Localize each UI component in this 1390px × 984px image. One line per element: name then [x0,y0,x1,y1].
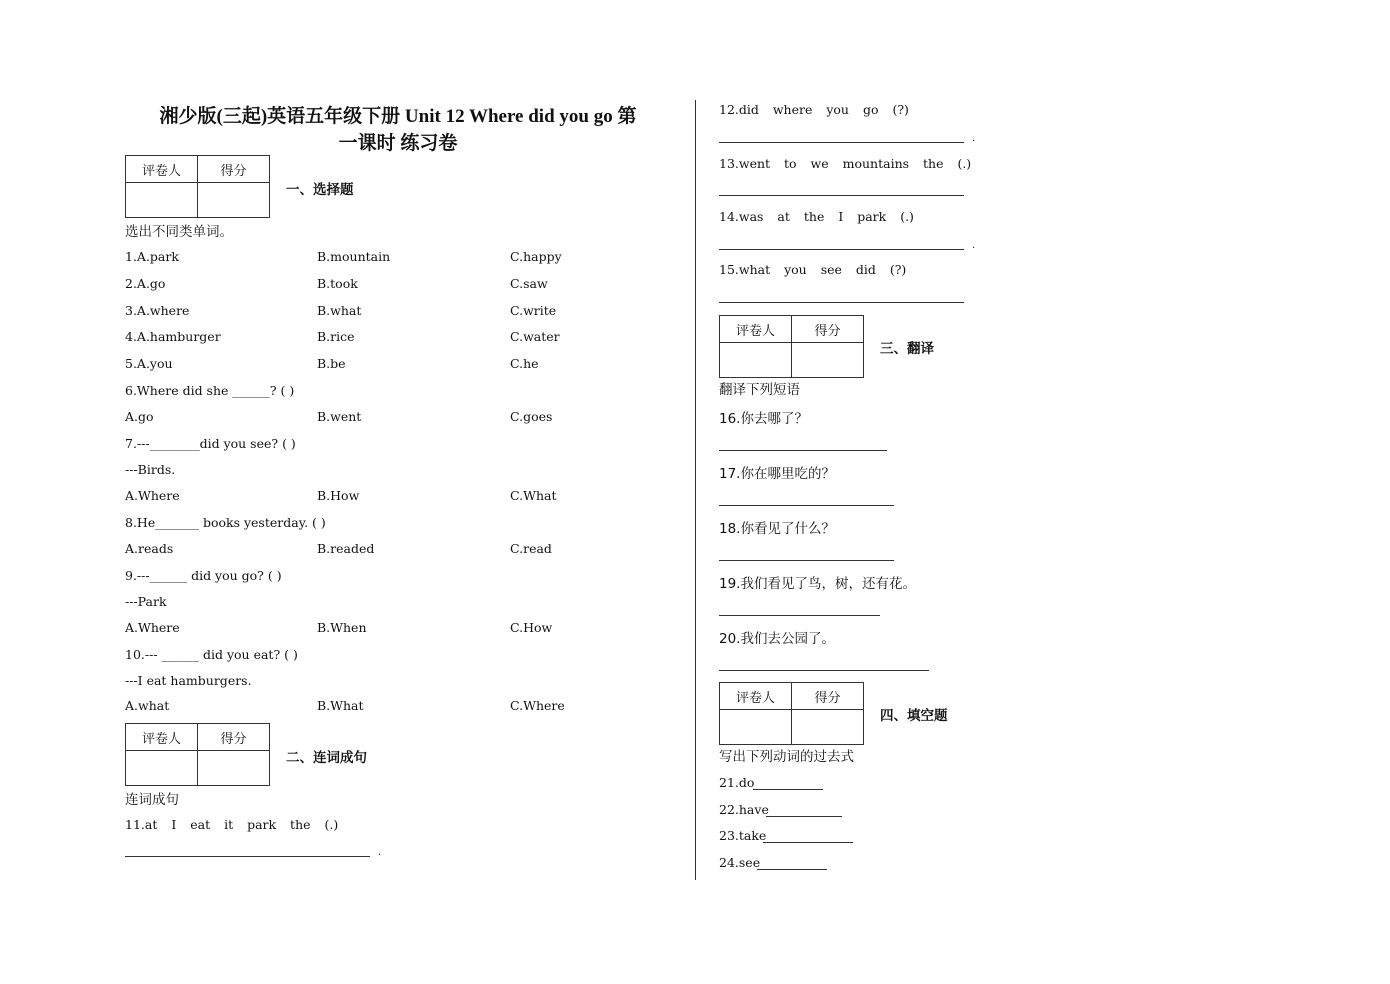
grader-cell[interactable] [720,343,792,378]
page-title-line2: 一课时 练习卷 [338,133,458,154]
grader-label: 评卷人 [720,316,792,343]
q20-text: 20.我们去公园了。 [719,631,835,647]
q7-b: B.How [317,488,360,503]
q14-answer-line[interactable] [719,249,964,250]
q11-answer-line[interactable] [125,856,370,857]
section-1-instruction: 选出不同类单词。 [125,224,233,240]
q23-answer-line[interactable] [763,842,853,843]
q19-answer-line[interactable] [719,615,880,616]
q1-b: B.mountain [317,249,391,264]
q14-dot: . [972,240,976,251]
q6-stem: 6.Where did she ______? ( ) [125,383,295,398]
q12-dot: . [972,133,976,144]
q10-a: A.what [125,698,170,713]
q16-answer-line[interactable] [719,450,887,451]
score-cell[interactable] [792,343,864,378]
q18-answer-line[interactable] [719,560,894,561]
q1-a: 1.A.park [125,249,179,264]
q1-c: C.happy [510,249,562,264]
q2-a: 2.A.go [125,276,166,291]
q7-c: C.What [510,488,557,503]
q17-answer-line[interactable] [719,505,894,506]
q21-word: 21.do [719,775,755,790]
section-3-instruction: 翻译下列短语 [719,382,800,398]
q6-a: A.go [125,409,154,424]
q13-words: 13.went to we mountains the (.) [719,156,972,171]
grader-cell[interactable] [126,183,198,218]
q16-text: 16.你去哪了？ [719,411,808,427]
q5-c: C.he [510,356,539,371]
q7-a: A.Where [125,488,180,503]
q8-a: A.reads [125,541,174,556]
score-label: 得分 [198,156,270,183]
q12-answer-line[interactable] [719,142,964,143]
section-2-instruction: 连词成句 [125,792,179,808]
score-cell[interactable] [198,751,270,786]
q2-c: C.saw [510,276,548,291]
q7-stem: 7.---________did you see? ( ) [125,436,296,451]
q8-b: B.readed [317,541,375,556]
q4-a: 4.A.hamburger [125,329,221,344]
score-cell[interactable] [792,710,864,745]
section-4-instruction: 写出下列动词的过去式 [719,749,854,765]
score-box-2 [125,723,270,786]
q5-b: B.be [317,356,346,371]
q4-c: C.water [510,329,560,344]
q11-dot: . [378,847,382,858]
q24-word: 24.see [719,855,761,870]
q12-words: 12.did where you go (?) [719,102,909,117]
q3-c: C.write [510,303,557,318]
q19-text: 19.我们看见了鸟，树，还有花。 [719,576,916,592]
score-box-4 [719,682,864,745]
q10-stem: 10.--- ______ did you eat? ( ) [125,647,298,662]
q6-c: C.goes [510,409,553,424]
q20-answer-line[interactable] [719,670,929,671]
q22-word: 22.have [719,802,769,817]
column-divider [695,100,696,880]
page-title-line1: 湘少版(三起)英语五年级下册 Unit 12 Where did you go 第 [159,106,637,127]
q23-word: 23.take [719,828,767,843]
q2-b: B.took [317,276,358,291]
score-box-3 [719,315,864,378]
q5-a: 5.A.you [125,356,173,371]
q9-reply: ---Park [125,594,167,609]
section-2-title: 二、连词成句 [286,750,367,766]
q9-b: B.When [317,620,367,635]
q3-a: 3.A.where [125,303,190,318]
q14-words: 14.was at the I park (.) [719,209,914,224]
q18-text: 18.你看见了什么？ [719,521,835,537]
q15-answer-line[interactable] [719,302,964,303]
q4-b: B.rice [317,329,355,344]
grader-cell[interactable] [720,710,792,745]
score-label: 得分 [792,683,864,710]
grader-label: 评卷人 [126,156,198,183]
q24-answer-line[interactable] [757,869,827,870]
q10-reply: ---I eat hamburgers. [125,673,252,688]
grader-label: 评卷人 [720,683,792,710]
q22-answer-line[interactable] [766,816,842,817]
q10-c: C.Where [510,698,565,713]
score-label: 得分 [198,724,270,751]
q21-answer-line[interactable] [753,789,823,790]
grader-label: 评卷人 [126,724,198,751]
q9-c: C.How [510,620,553,635]
q9-stem: 9.---______ did you go? ( ) [125,568,282,583]
grader-cell[interactable] [126,751,198,786]
q8-stem: 8.He_______ books yesterday. ( ) [125,515,326,530]
q15-words: 15.what you see did (?) [719,262,907,277]
q7-reply: ---Birds. [125,462,176,477]
score-cell[interactable] [198,183,270,218]
q10-b: B.What [317,698,364,713]
score-label: 得分 [792,316,864,343]
score-box-1 [125,155,270,218]
q13-answer-line[interactable] [719,195,964,196]
q3-b: B.what [317,303,362,318]
q6-b: B.went [317,409,362,424]
q17-text: 17.你在哪里吃的？ [719,466,835,482]
q11-words: 11.at I eat it park the (.) [125,817,339,832]
q8-c: C.read [510,541,552,556]
section-1-title: 一、选择题 [286,182,354,198]
q9-a: A.Where [125,620,180,635]
section-3-title: 三、翻译 [880,341,934,357]
section-4-title: 四、填空题 [880,708,948,724]
